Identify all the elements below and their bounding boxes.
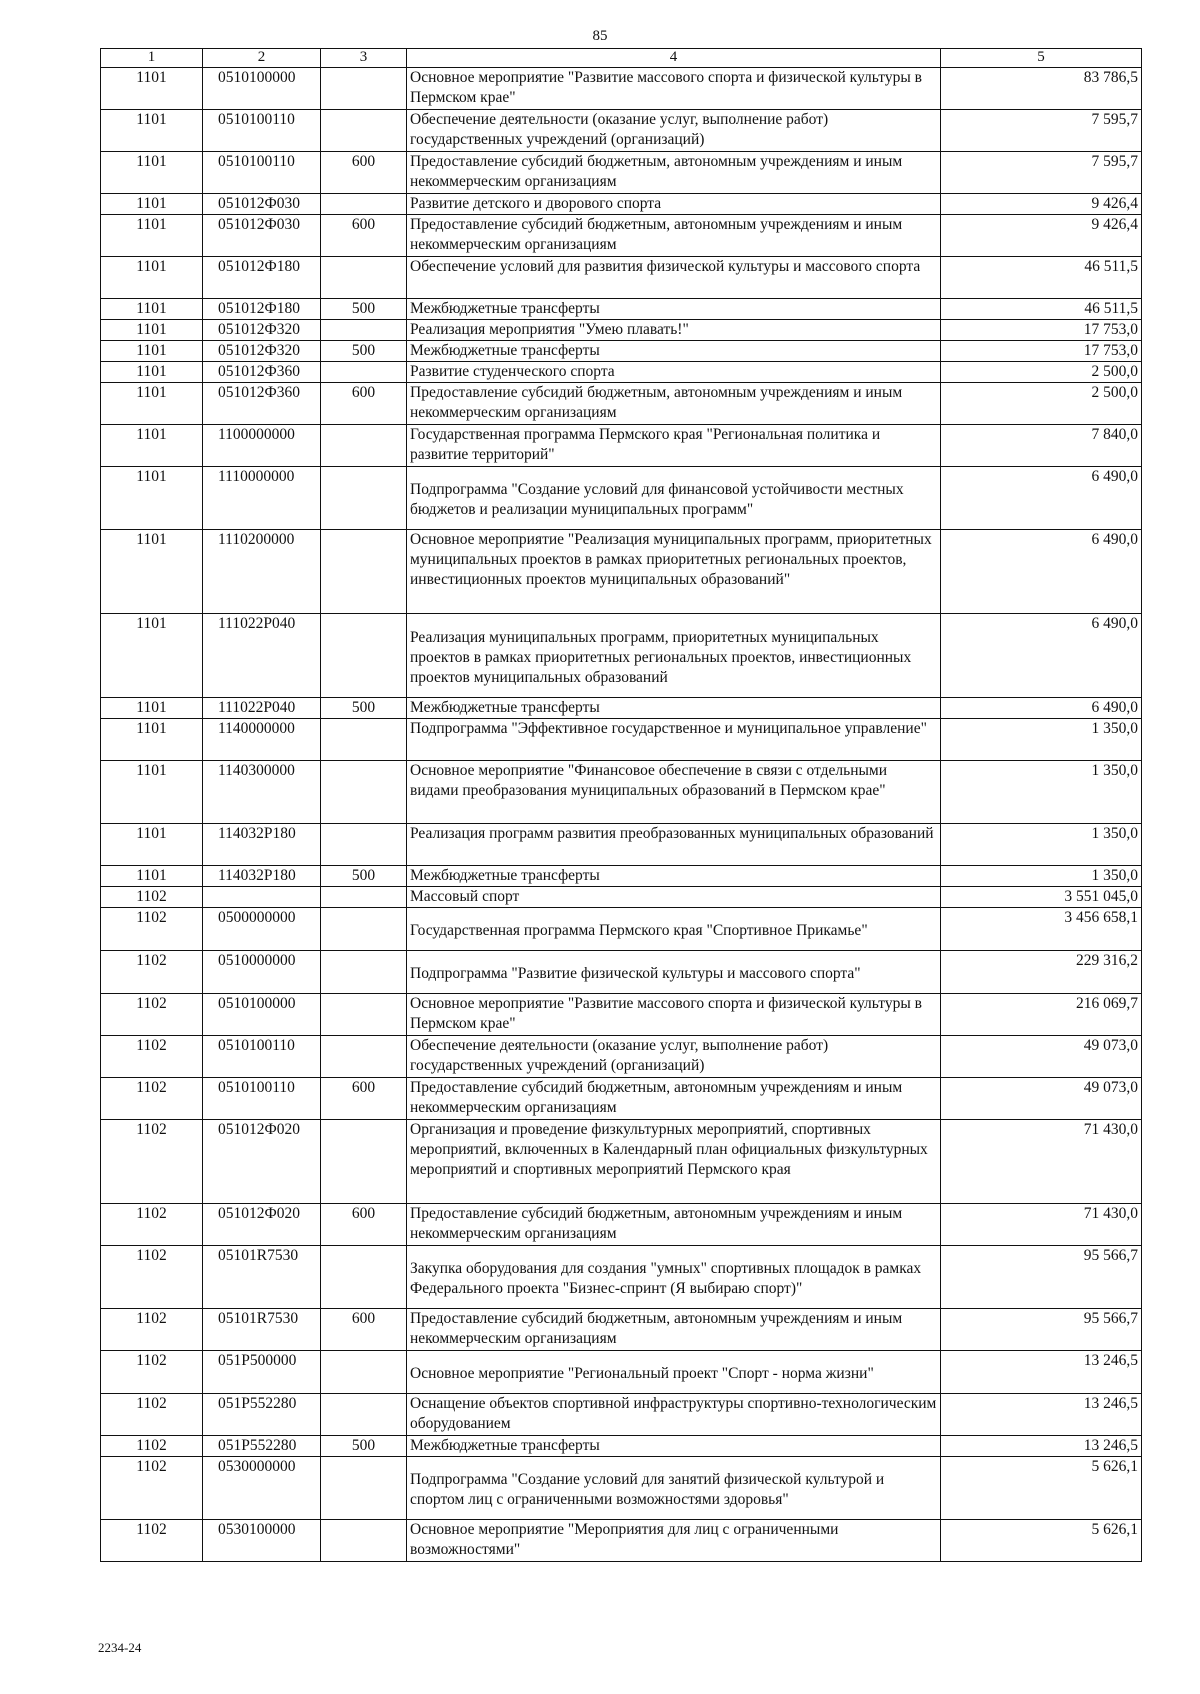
- target-article-cell: 0500000000: [203, 908, 321, 951]
- amount-cell: 7 840,0: [941, 425, 1142, 467]
- expense-type-cell: [321, 1246, 407, 1309]
- section-code-cell: 1101: [101, 299, 203, 320]
- target-article-cell: 051012Ф020: [203, 1204, 321, 1246]
- table-row: [101, 383, 1142, 425]
- description-cell: Основное мероприятие "Реализация муниципальных программ, приоритетных муниципальных проектов в рамках приоритетных региональных проектов, инвестиционных проектов муниципальных образований": [407, 530, 941, 614]
- page-number: 85: [592, 28, 608, 44]
- table-row: [101, 299, 1142, 320]
- section-code-cell: 1102: [101, 1120, 203, 1204]
- section-code-cell: 1102: [101, 951, 203, 994]
- section-code-cell: 1101: [101, 152, 203, 194]
- amount-cell: 7 595,7: [941, 152, 1142, 194]
- target-article-cell: 0510100000: [203, 68, 321, 110]
- target-article-cell: 051012Ф030: [203, 215, 321, 257]
- amount-cell: 9 426,4: [941, 194, 1142, 215]
- table-row: [101, 994, 1142, 1036]
- expense-type-cell: [321, 824, 407, 866]
- expense-type-cell: 600: [321, 383, 407, 425]
- description-cell: Подпрограмма "Создание условий для финансовой устойчивости местных бюджетов и реализации муниципальных программ": [407, 467, 941, 530]
- target-article-cell: 0510100110: [203, 1036, 321, 1078]
- expense-type-cell: 500: [321, 1436, 407, 1457]
- table-row: [101, 1078, 1142, 1120]
- description-cell: Подпрограмма "Эффективное государственное и муниципальное управление": [407, 719, 941, 761]
- expense-type-cell: [321, 908, 407, 951]
- description-cell: Межбюджетные трансферты: [407, 341, 941, 362]
- description-cell: Межбюджетные трансферты: [407, 299, 941, 320]
- description-cell: Реализация мероприятия "Умею плавать!": [407, 320, 941, 341]
- description-cell: Основное мероприятие "Финансовое обеспечение в связи с отдельными видами преобразования муниципальных образований в Пермском крае": [407, 761, 941, 824]
- table-row: [101, 1520, 1142, 1562]
- table-row: [101, 1120, 1142, 1204]
- table-row: [101, 719, 1142, 761]
- expense-type-cell: 600: [321, 1309, 407, 1351]
- target-article-cell: 114032Р180: [203, 866, 321, 887]
- section-code-cell: 1101: [101, 698, 203, 719]
- table-row: [101, 194, 1142, 215]
- table-row: [101, 68, 1142, 110]
- target-article-cell: 0510100110: [203, 110, 321, 152]
- amount-cell: 6 490,0: [941, 530, 1142, 614]
- section-code-cell: 1102: [101, 1036, 203, 1078]
- description-cell: Государственная программа Пермского края "Спортивное Прикамье": [407, 908, 941, 951]
- expense-type-cell: [321, 68, 407, 110]
- table-row: [101, 1309, 1142, 1351]
- target-article-cell: 051012Ф320: [203, 341, 321, 362]
- amount-cell: 1 350,0: [941, 719, 1142, 761]
- target-article-cell: [203, 887, 321, 908]
- description-cell: Подпрограмма "Создание условий для занятий физической культурой и спортом лиц с ограниченными возможностями здоровья": [407, 1457, 941, 1520]
- section-code-cell: 1102: [101, 1204, 203, 1246]
- expense-type-cell: [321, 761, 407, 824]
- table-row: [101, 951, 1142, 994]
- description-cell: Реализация программ развития преобразованных муниципальных образований: [407, 824, 941, 866]
- target-article-cell: 05101R7530: [203, 1246, 321, 1309]
- description-cell: Закупка оборудования для создания "умных" спортивных площадок в рамках Федерального проекта "Бизнес-спринт (Я выбираю спорт)": [407, 1246, 941, 1309]
- amount-cell: 13 246,5: [941, 1394, 1142, 1436]
- section-code-cell: 1101: [101, 425, 203, 467]
- expense-type-cell: [321, 530, 407, 614]
- target-article-cell: 051012Ф020: [203, 1120, 321, 1204]
- table-row: [101, 152, 1142, 194]
- amount-cell: 46 511,5: [941, 257, 1142, 299]
- description-cell: Развитие студенческого спорта: [407, 362, 941, 383]
- target-article-cell: 1110200000: [203, 530, 321, 614]
- expense-type-cell: [321, 425, 407, 467]
- expense-type-cell: [321, 467, 407, 530]
- amount-cell: 17 753,0: [941, 341, 1142, 362]
- expense-type-cell: [321, 887, 407, 908]
- target-article-cell: 0530000000: [203, 1457, 321, 1520]
- target-article-cell: 111022Р040: [203, 698, 321, 719]
- expense-type-cell: 600: [321, 1078, 407, 1120]
- section-code-cell: 1102: [101, 1309, 203, 1351]
- amount-cell: 5 626,1: [941, 1457, 1142, 1520]
- section-code-cell: 1102: [101, 1394, 203, 1436]
- table-row: [101, 887, 1142, 908]
- amount-cell: 3 551 045,0: [941, 887, 1142, 908]
- description-cell: Межбюджетные трансферты: [407, 698, 941, 719]
- table-row: [101, 1457, 1142, 1520]
- expense-type-cell: [321, 1036, 407, 1078]
- section-code-cell: 1102: [101, 1078, 203, 1120]
- description-cell: Предоставление субсидий бюджетным, автономным учреждениям и иным некоммерческим организациям: [407, 383, 941, 425]
- section-code-cell: 1101: [101, 320, 203, 341]
- table-row: [101, 215, 1142, 257]
- table-row: [101, 866, 1142, 887]
- table-row: [101, 908, 1142, 951]
- amount-cell: 95 566,7: [941, 1246, 1142, 1309]
- description-cell: Основное мероприятие "Региональный проект "Спорт - норма жизни": [407, 1351, 941, 1394]
- amount-cell: 2 500,0: [941, 383, 1142, 425]
- expense-type-cell: 600: [321, 215, 407, 257]
- target-article-cell: 0530100000: [203, 1520, 321, 1562]
- amount-cell: 49 073,0: [941, 1078, 1142, 1120]
- description-cell: Основное мероприятие "Развитие массового спорта и физической культуры в Пермском крае": [407, 68, 941, 110]
- amount-cell: 46 511,5: [941, 299, 1142, 320]
- expense-type-cell: 500: [321, 299, 407, 320]
- document-code: 2234-24: [98, 1640, 142, 1655]
- expense-type-cell: 500: [321, 341, 407, 362]
- amount-cell: 49 073,0: [941, 1036, 1142, 1078]
- section-code-cell: 1101: [101, 614, 203, 698]
- section-code-cell: 1102: [101, 887, 203, 908]
- budget-table: [100, 48, 1142, 1562]
- description-cell: Обеспечение деятельности (оказание услуг, выполнение работ) государственных учреждений (организаций): [407, 1036, 941, 1078]
- target-article-cell: 051P500000: [203, 1351, 321, 1394]
- table-row: [101, 257, 1142, 299]
- column-header: 2: [203, 49, 321, 68]
- section-code-cell: 1102: [101, 1436, 203, 1457]
- expense-type-cell: [321, 1457, 407, 1520]
- table-row: [101, 824, 1142, 866]
- table-row: [101, 362, 1142, 383]
- expense-type-cell: 500: [321, 866, 407, 887]
- target-article-cell: 051P552280: [203, 1436, 321, 1457]
- table-row: [101, 1394, 1142, 1436]
- target-article-cell: 0510100000: [203, 994, 321, 1036]
- amount-cell: 6 490,0: [941, 467, 1142, 530]
- section-code-cell: 1101: [101, 362, 203, 383]
- column-header: 1: [101, 49, 203, 68]
- description-cell: Межбюджетные трансферты: [407, 1436, 941, 1457]
- target-article-cell: 051012Ф320: [203, 320, 321, 341]
- amount-cell: 71 430,0: [941, 1120, 1142, 1204]
- table-row: [101, 698, 1142, 719]
- description-cell: Предоставление субсидий бюджетным, автономным учреждениям и иным некоммерческим организациям: [407, 1078, 941, 1120]
- table-row: [101, 1036, 1142, 1078]
- section-code-cell: 1101: [101, 110, 203, 152]
- target-article-cell: 0510100110: [203, 152, 321, 194]
- target-article-cell: 1140300000: [203, 761, 321, 824]
- section-code-cell: 1101: [101, 719, 203, 761]
- expense-type-cell: 600: [321, 1204, 407, 1246]
- expense-type-cell: [321, 110, 407, 152]
- description-cell: Реализация муниципальных программ, приоритетных муниципальных проектов в рамках приоритетных региональных проектов, инвестиционных проектов муниципальных образований: [407, 614, 941, 698]
- description-cell: Межбюджетные трансферты: [407, 866, 941, 887]
- description-cell: Основное мероприятие "Мероприятия для лиц с ограниченными возможностями": [407, 1520, 941, 1562]
- table-row: [101, 467, 1142, 530]
- column-header: 3: [321, 49, 407, 68]
- target-article-cell: 051012Ф360: [203, 362, 321, 383]
- table-row: [101, 320, 1142, 341]
- expense-type-cell: [321, 257, 407, 299]
- expense-type-cell: [321, 362, 407, 383]
- amount-cell: 71 430,0: [941, 1204, 1142, 1246]
- description-cell: Обеспечение условий для развития физической культуры и массового спорта: [407, 257, 941, 299]
- amount-cell: 13 246,5: [941, 1436, 1142, 1457]
- expense-type-cell: [321, 614, 407, 698]
- description-cell: Основное мероприятие "Развитие массового спорта и физической культуры в Пермском крае": [407, 994, 941, 1036]
- description-cell: Предоставление субсидий бюджетным, автономным учреждениям и иным некоммерческим организациям: [407, 1309, 941, 1351]
- section-code-cell: 1102: [101, 1520, 203, 1562]
- table-row: [101, 1246, 1142, 1309]
- amount-cell: 1 350,0: [941, 866, 1142, 887]
- section-code-cell: 1102: [101, 1457, 203, 1520]
- description-cell: Государственная программа Пермского края "Региональная политика и развитие территорий": [407, 425, 941, 467]
- target-article-cell: 051012Ф360: [203, 383, 321, 425]
- table-row: [101, 341, 1142, 362]
- expense-type-cell: [321, 1351, 407, 1394]
- expense-type-cell: [321, 194, 407, 215]
- amount-cell: 216 069,7: [941, 994, 1142, 1036]
- amount-cell: 1 350,0: [941, 824, 1142, 866]
- target-article-cell: 1110000000: [203, 467, 321, 530]
- amount-cell: 6 490,0: [941, 698, 1142, 719]
- amount-cell: 83 786,5: [941, 68, 1142, 110]
- amount-cell: 5 626,1: [941, 1520, 1142, 1562]
- table-body: [101, 68, 1142, 1562]
- target-article-cell: 05101R7530: [203, 1309, 321, 1351]
- section-code-cell: 1101: [101, 68, 203, 110]
- table-row: [101, 425, 1142, 467]
- amount-cell: 3 456 658,1: [941, 908, 1142, 951]
- section-code-cell: 1101: [101, 530, 203, 614]
- section-code-cell: 1101: [101, 866, 203, 887]
- section-code-cell: 1101: [101, 824, 203, 866]
- target-article-cell: 0510100110: [203, 1078, 321, 1120]
- target-article-cell: 1100000000: [203, 425, 321, 467]
- target-article-cell: 051012Ф180: [203, 257, 321, 299]
- expense-type-cell: [321, 320, 407, 341]
- table-row: [101, 530, 1142, 614]
- target-article-cell: 051012Ф030: [203, 194, 321, 215]
- table-row: [101, 1204, 1142, 1246]
- section-code-cell: 1101: [101, 215, 203, 257]
- section-code-cell: 1102: [101, 908, 203, 951]
- expense-type-cell: [321, 719, 407, 761]
- column-header: 5: [941, 49, 1142, 68]
- section-code-cell: 1101: [101, 194, 203, 215]
- description-cell: Организация и проведение физкультурных мероприятий, спортивных мероприятий, включенных в Календарный план официальных физкультурных мероприятий и спортивных мероприятий Пермского края: [407, 1120, 941, 1204]
- target-article-cell: 111022Р040: [203, 614, 321, 698]
- column-header: 4: [407, 49, 941, 68]
- amount-cell: 13 246,5: [941, 1351, 1142, 1394]
- amount-cell: 95 566,7: [941, 1309, 1142, 1351]
- section-code-cell: 1101: [101, 761, 203, 824]
- section-code-cell: 1101: [101, 467, 203, 530]
- table-row: [101, 1436, 1142, 1457]
- description-cell: Подпрограмма "Развитие физической культуры и массового спорта": [407, 951, 941, 994]
- amount-cell: 9 426,4: [941, 215, 1142, 257]
- section-code-cell: 1101: [101, 257, 203, 299]
- expense-type-cell: [321, 1520, 407, 1562]
- table-row: [101, 110, 1142, 152]
- amount-cell: 6 490,0: [941, 614, 1142, 698]
- target-article-cell: 0510000000: [203, 951, 321, 994]
- expense-type-cell: 600: [321, 152, 407, 194]
- amount-cell: 229 316,2: [941, 951, 1142, 994]
- description-cell: Предоставление субсидий бюджетным, автономным учреждениям и иным некоммерческим организациям: [407, 1204, 941, 1246]
- table-header-row: [101, 49, 1142, 68]
- description-cell: Массовый спорт: [407, 887, 941, 908]
- table-row: [101, 614, 1142, 698]
- section-code-cell: 1101: [101, 383, 203, 425]
- target-article-cell: 051012Ф180: [203, 299, 321, 320]
- expense-type-cell: [321, 994, 407, 1036]
- section-code-cell: 1102: [101, 994, 203, 1036]
- description-cell: Предоставление субсидий бюджетным, автономным учреждениям и иным некоммерческим организациям: [407, 215, 941, 257]
- description-cell: Развитие детского и дворового спорта: [407, 194, 941, 215]
- target-article-cell: 051P552280: [203, 1394, 321, 1436]
- expense-type-cell: [321, 1394, 407, 1436]
- expense-type-cell: [321, 1120, 407, 1204]
- expense-type-cell: 500: [321, 698, 407, 719]
- expense-type-cell: [321, 951, 407, 994]
- description-cell: Обеспечение деятельности (оказание услуг, выполнение работ) государственных учреждений (организаций): [407, 110, 941, 152]
- section-code-cell: 1101: [101, 341, 203, 362]
- table-row: [101, 761, 1142, 824]
- target-article-cell: 1140000000: [203, 719, 321, 761]
- amount-cell: 1 350,0: [941, 761, 1142, 824]
- table-row: [101, 1351, 1142, 1394]
- amount-cell: 17 753,0: [941, 320, 1142, 341]
- amount-cell: 7 595,7: [941, 110, 1142, 152]
- amount-cell: 2 500,0: [941, 362, 1142, 383]
- description-cell: Предоставление субсидий бюджетным, автономным учреждениям и иным некоммерческим организациям: [407, 152, 941, 194]
- section-code-cell: 1102: [101, 1246, 203, 1309]
- section-code-cell: 1102: [101, 1351, 203, 1394]
- target-article-cell: 114032Р180: [203, 824, 321, 866]
- description-cell: Оснащение объектов спортивной инфраструктуры спортивно-технологическим оборудованием: [407, 1394, 941, 1436]
